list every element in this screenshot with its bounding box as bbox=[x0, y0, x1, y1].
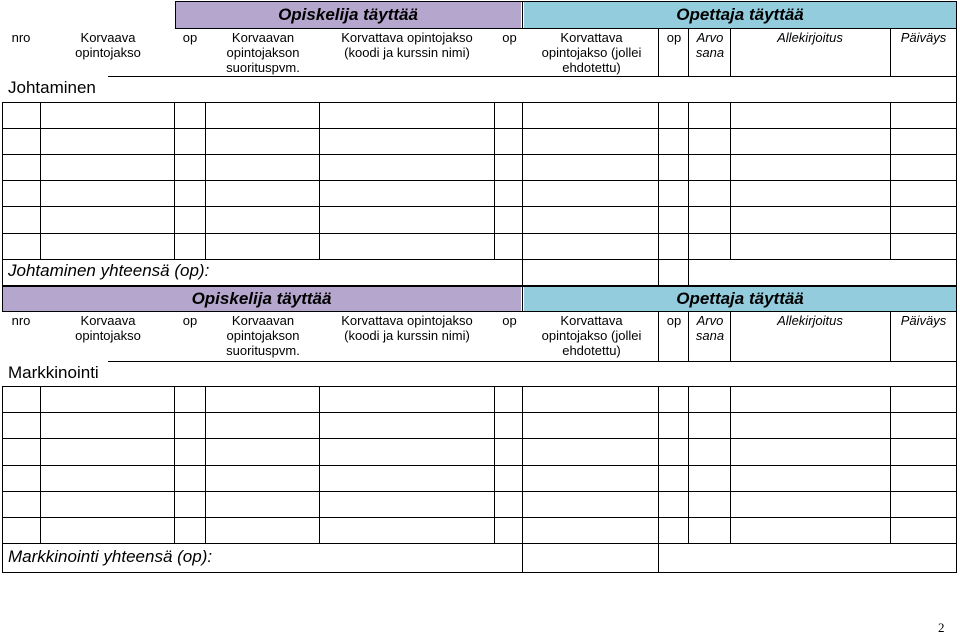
section-total-label: Johtaminen yhteensä (op): bbox=[8, 261, 210, 280]
col-nro-header: nro bbox=[11, 313, 31, 328]
col-korvattava-header: Korvattava opintojakso (koodi ja kurssin nimi) bbox=[341, 313, 473, 343]
col-op3-header: op bbox=[666, 30, 682, 45]
col-arvosana-header: Arvo sana bbox=[695, 30, 725, 60]
col-op-header: op bbox=[182, 313, 198, 328]
section-total-label: Markkinointi yhteensä (op): bbox=[8, 547, 213, 566]
student-fills-band: Opiskelija täyttää bbox=[2, 287, 521, 311]
col-op2-header: op bbox=[502, 313, 517, 328]
col-paivays-header: Päiväys bbox=[900, 30, 947, 45]
col-suoritus-header: Korvaavan opintojakson suorituspvm. bbox=[226, 30, 300, 75]
page-number: 2 bbox=[938, 620, 945, 635]
col-korvattava-header: Korvattava opintojakso (koodi ja kurssin nimi) bbox=[341, 30, 473, 60]
section-title: Johtaminen bbox=[8, 78, 96, 97]
col-korvaava-header: Korvaava opintojakso bbox=[75, 313, 141, 343]
col-allekirjoitus-header: Allekirjoitus bbox=[777, 313, 843, 328]
col-nro-header: nro bbox=[11, 30, 31, 45]
col-arvosana-header: Arvo sana bbox=[695, 313, 725, 343]
teacher-fills-band: Opettaja täyttää bbox=[524, 287, 956, 311]
teacher-fills-band: Opettaja täyttää bbox=[524, 2, 956, 28]
col-ehdotettu-header: Korvattava opintojakso (jollei ehdotettu) bbox=[541, 313, 642, 358]
col-allekirjoitus-header: Allekirjoitus bbox=[777, 30, 843, 45]
section-title: Markkinointi bbox=[8, 363, 99, 382]
col-op3-header: op bbox=[666, 313, 682, 328]
col-op2-header: op bbox=[502, 30, 517, 45]
col-op-header: op bbox=[182, 30, 198, 45]
col-suoritus-header: Korvaavan opintojakson suorituspvm. bbox=[226, 313, 300, 358]
student-fills-band: Opiskelija täyttää bbox=[175, 2, 521, 28]
col-ehdotettu-header: Korvattava opintojakso (jollei ehdotettu) bbox=[541, 30, 642, 75]
col-korvaava-header: Korvaava opintojakso bbox=[75, 30, 141, 60]
col-paivays-header: Päiväys bbox=[900, 313, 947, 328]
